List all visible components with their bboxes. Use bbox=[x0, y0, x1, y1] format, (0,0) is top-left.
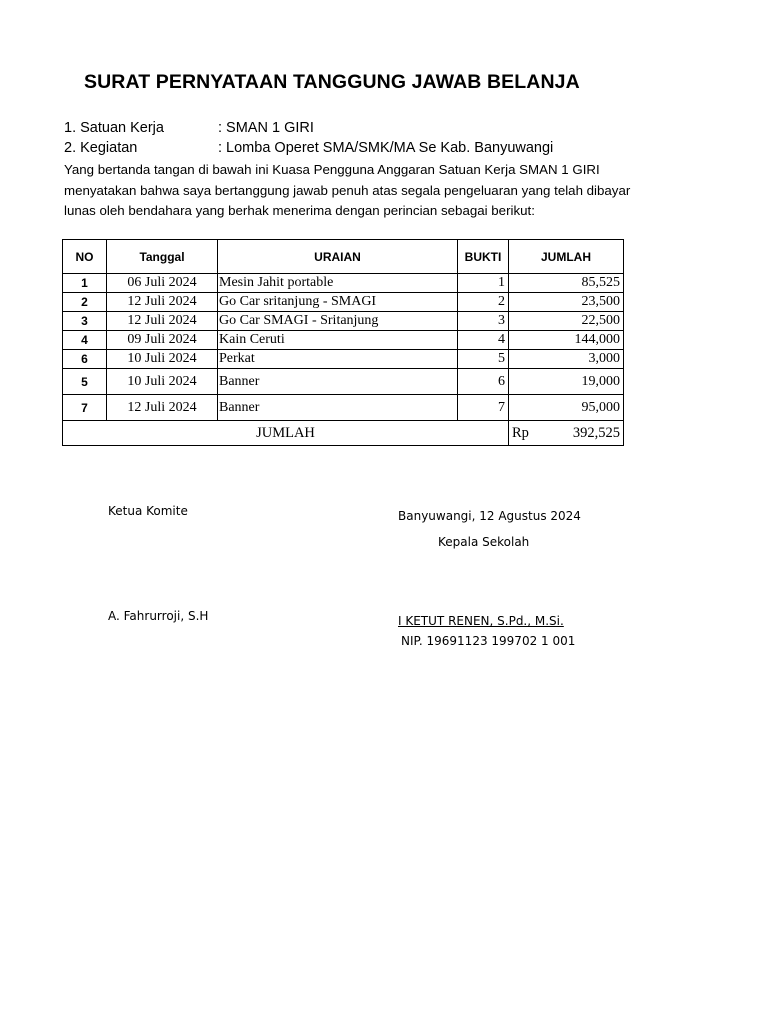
cell-description: Perkat bbox=[218, 350, 458, 369]
cell-date: 12 Juli 2024 bbox=[107, 312, 218, 331]
header-amount: JUMLAH bbox=[509, 240, 624, 274]
cell-description: Banner bbox=[218, 395, 458, 421]
meta-row-activity bbox=[64, 140, 553, 156]
statement-line: lunas oleh bendahara yang berhak menerima dengan perincian sebagai berikut: bbox=[64, 203, 535, 218]
statement-paragraph bbox=[64, 160, 664, 222]
statement-line: Yang bertanda tangan di bawah ini Kuasa Pengguna Anggaran Satuan Kerja SMAN 1 GIRI bbox=[64, 162, 600, 177]
header-description: URAIAN bbox=[218, 240, 458, 274]
table-row bbox=[63, 369, 624, 395]
cell-no: 4 bbox=[63, 331, 107, 350]
cell-no: 6 bbox=[63, 350, 107, 369]
meta-value-activity: : Lomba Operet SMA/SMK/MA Se Kab. Banyuwangi bbox=[218, 140, 554, 156]
cell-proof: 7 bbox=[458, 395, 509, 421]
cell-amount: 3,000 bbox=[509, 350, 624, 369]
cell-amount: 144,000 bbox=[509, 331, 624, 350]
cell-proof: 4 bbox=[458, 331, 509, 350]
header-no: NO bbox=[63, 240, 107, 274]
table-row bbox=[63, 274, 624, 293]
meta-label-activity: 2. Kegiatan bbox=[64, 140, 138, 156]
cell-proof: 3 bbox=[458, 312, 509, 331]
table-header-row bbox=[63, 240, 624, 274]
cell-no: 7 bbox=[63, 395, 107, 421]
table-row bbox=[63, 395, 624, 421]
header-proof: BUKTI bbox=[458, 240, 509, 274]
place-date: Banyuwangi, 12 Agustus 2024 bbox=[398, 509, 581, 523]
cell-no: 3 bbox=[63, 312, 107, 331]
cell-description: Banner bbox=[218, 369, 458, 395]
cell-proof: 5 bbox=[458, 350, 509, 369]
cell-amount: 22,500 bbox=[509, 312, 624, 331]
total-amount-cell bbox=[509, 421, 624, 446]
cell-amount: 85,525 bbox=[509, 274, 624, 293]
cell-proof: 6 bbox=[458, 369, 509, 395]
header-date: Tanggal bbox=[107, 240, 218, 274]
right-signatory-name: I KETUT RENEN, S.Pd., M.Si. bbox=[398, 614, 564, 628]
document-title: SURAT PERNYATAAN TANGGUNG JAWAB BELANJA bbox=[84, 71, 580, 93]
cell-no: 2 bbox=[63, 293, 107, 312]
cell-date: 12 Juli 2024 bbox=[107, 293, 218, 312]
right-signatory-role: Kepala Sekolah bbox=[438, 535, 530, 549]
table-row bbox=[63, 312, 624, 331]
cell-no: 1 bbox=[63, 274, 107, 293]
cell-description: Go Car SMAGI - Sritanjung bbox=[218, 312, 458, 331]
total-currency: Rp bbox=[512, 424, 529, 441]
cell-date: 12 Juli 2024 bbox=[107, 395, 218, 421]
table-row bbox=[63, 293, 624, 312]
cell-date: 10 Juli 2024 bbox=[107, 350, 218, 369]
statement-line: menyatakan bahwa saya bertanggung jawab penuh atas segala pengeluaran yang telah dibayar bbox=[64, 182, 631, 198]
total-value: 392,525 bbox=[572, 424, 620, 441]
cell-description: Mesin Jahit portable bbox=[218, 274, 458, 293]
cell-amount: 19,000 bbox=[509, 369, 624, 395]
left-signatory-name: A. Fahrurroji, S.H bbox=[108, 609, 209, 623]
cell-description: Kain Ceruti bbox=[218, 331, 458, 350]
cell-date: 06 Juli 2024 bbox=[107, 274, 218, 293]
total-label: JUMLAH bbox=[63, 421, 509, 446]
table-row bbox=[63, 331, 624, 350]
meta-row-unit bbox=[64, 120, 314, 136]
cell-proof: 1 bbox=[458, 274, 509, 293]
cell-proof: 2 bbox=[458, 293, 509, 312]
cell-no: 5 bbox=[63, 369, 107, 395]
total-row bbox=[63, 421, 624, 446]
cell-date: 09 Juli 2024 bbox=[107, 331, 218, 350]
meta-value-unit: : SMAN 1 GIRI bbox=[218, 120, 314, 136]
expense-table bbox=[62, 239, 624, 446]
cell-amount: 95,000 bbox=[509, 395, 624, 421]
cell-description: Go Car sritanjung - SMAGI bbox=[218, 293, 458, 312]
meta-label-unit: 1. Satuan Kerja bbox=[64, 120, 164, 136]
left-signatory-role: Ketua Komite bbox=[108, 504, 188, 518]
right-signatory-nip: NIP. 19691123 199702 1 001 bbox=[401, 634, 576, 648]
cell-amount: 23,500 bbox=[509, 293, 624, 312]
table-row bbox=[63, 350, 624, 369]
cell-date: 10 Juli 2024 bbox=[107, 369, 218, 395]
